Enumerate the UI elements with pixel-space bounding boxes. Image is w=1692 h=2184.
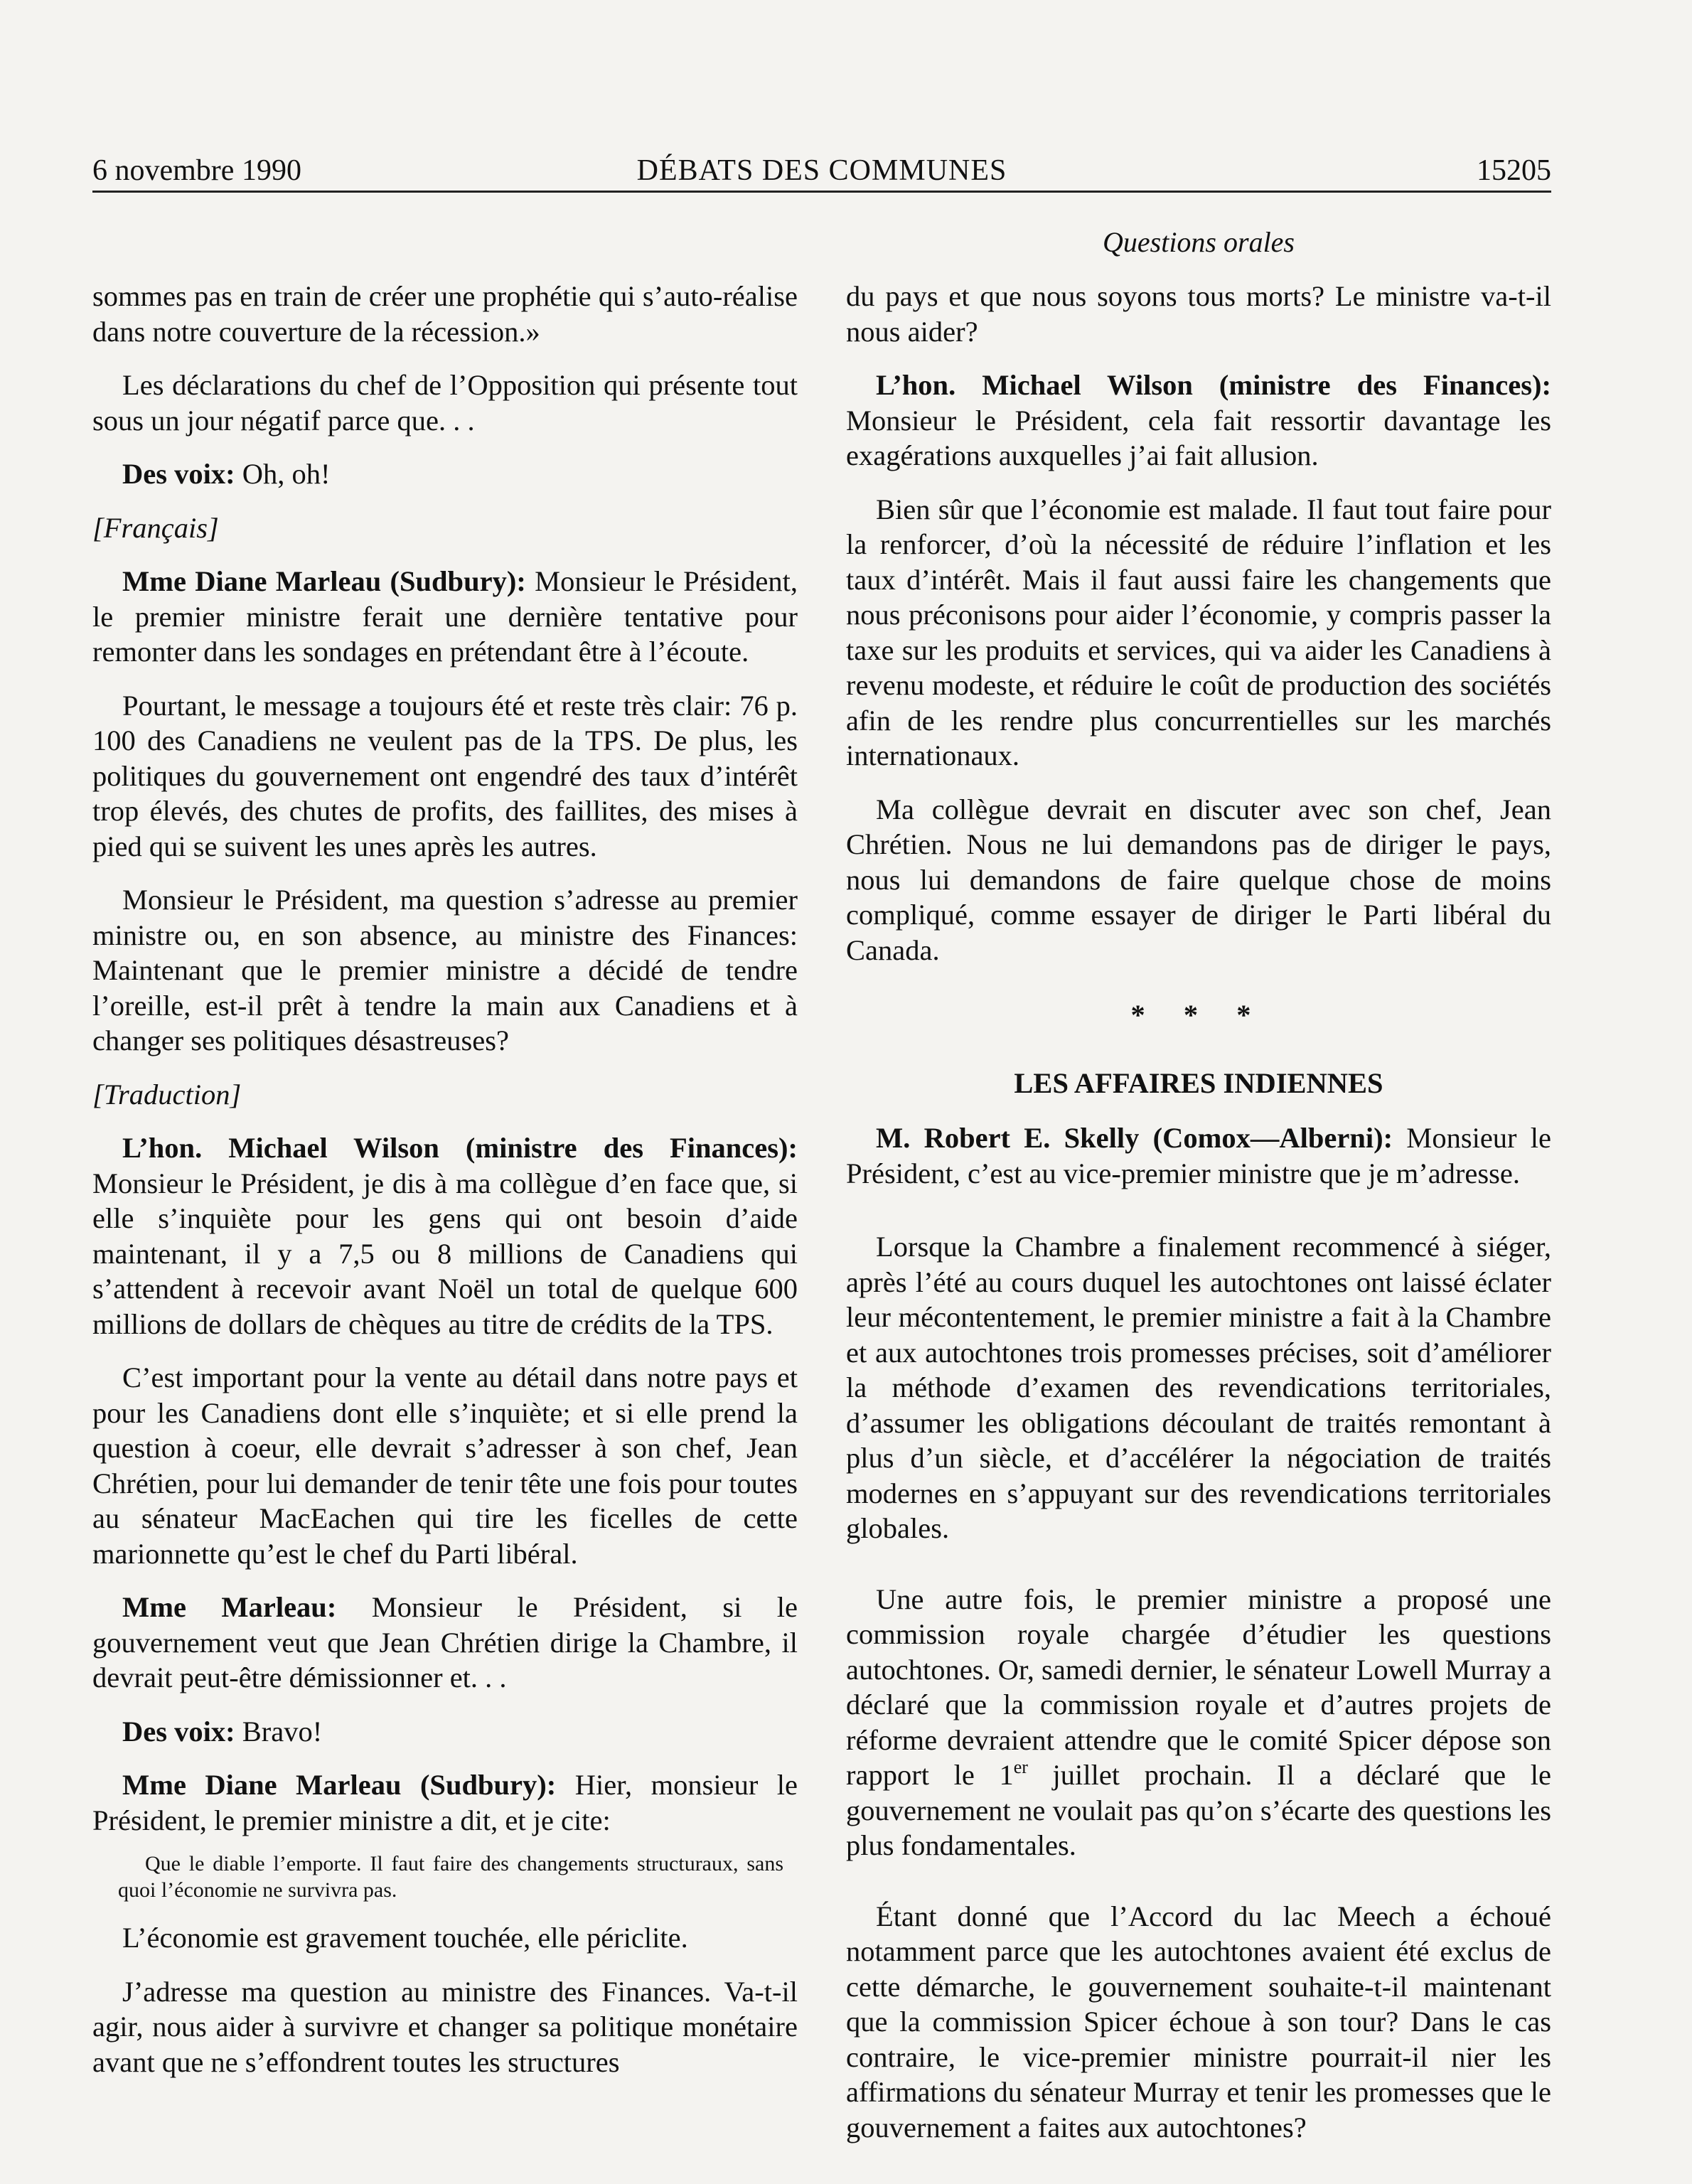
header-title: DÉBATS DES COMMUNES [636, 154, 1007, 187]
speech-text: Monsieur le Président, le premier ministre ferait une dernière tentative pour remonter dans les sondages en prétendant être à l’écoute. [92, 565, 798, 668]
paragraph [92, 1767, 798, 1838]
speaker-name: Des voix: [122, 1715, 235, 1747]
page-header [92, 151, 1551, 193]
paragraph: Lorsque la Chambre a finalement recommencé à siéger, après l’été au cours duquel les autochtones ont laissé éclater leur mécontentement, le premier ministre a fait à la Chambre et aux autochtones trois promesses précises, soit d’améliorer la méthode d’examen des revendications territoriales, d’assumer les obligations découlant de traités remontant à plus d’un siècle, et d’accélérer la négociation de traités modernes en s’appuyant sur des revendications territoriales globales. [846, 1231, 1551, 1544]
paragraph: sommes pas en train de créer une prophétie qui s’auto-réalise dans notre couverture de la récession.» [92, 280, 798, 348]
speaker-name: Mme Marleau: [122, 1591, 337, 1623]
paragraph [92, 1590, 798, 1696]
header-date: 6 novembre 1990 [92, 154, 301, 187]
speech-text: Hier, monsieur le Président, le premier ministre a dit, et je cite: [92, 1769, 798, 1836]
paragraph [92, 1130, 798, 1342]
speech-text: Monsieur le Président, je dis à ma collègue d’en face que, si elle s’inquiète pour les gens qui ont besoin d’aide maintenant, il y a 7,5 ou 8 millions de Canadiens qui s’attendent à recevoir avant Noël un total de quelque 600 millions de dollars de chèques au titre de crédits de la TPS. [92, 1167, 798, 1340]
speech-text: Bravo! [235, 1715, 323, 1747]
paragraph [92, 564, 798, 670]
paragraph [846, 1120, 1551, 1191]
section-separator: * * * [1130, 999, 1267, 1031]
paragraph: Bien sûr que l’économie est malade. Il faut tout faire pour la renforcer, d’où la nécessité de réduire l’inflation et les taux d’intérêt. Mais il faut aussi faire les changements que nous préconisons pour aider l’économie, y compris passer la taxe sur les produits et services, qui va aider les Canadiens à revenu modeste, et réduire le coût de production des sociétés afin de les rendre plus concurrentielles sur les marchés internationaux. [846, 493, 1551, 771]
paragraph: Pourtant, le message a toujours été et reste très clair: 76 p. 100 des Canadiens ne veulent pas de la TPS. De plus, les politiques du gouvernement ont engendré des taux d’intérêt trop élevés, des chutes de profits, des faillites, des mises à pied qui se suivent les unes après les autres. [92, 689, 798, 862]
paragraph: Monsieur le Président, ma question s’adresse au premier ministre ou, en son absence, au ministre des Finances: Maintenant que le premier ministre a décidé de tendre l’oreille, est-il prêt à tendre la main aux Canadiens et à changer ses politiques désastreuses? [92, 884, 798, 1056]
paragraph: Étant donné que l’Accord du lac Meech a échoué notamment parce que les autochtones avaient été exclus de cette démarche, le gouvernement souhaite-t-il maintenant que la commission Spicer échoue à son tour? Dans le cas contraire, le vice-premier ministre pourrait-il nier les affirmations du sénateur Murray et tenir les promesses que le gouvernement a faites aux autochtones? [846, 1900, 1551, 2143]
page-number: 15205 [1477, 154, 1551, 187]
paragraph: du pays et que nous soyons tous morts? Le ministre va-t-il nous aider? [846, 280, 1551, 348]
speech-text: Monsieur le Président, si le gouvernement veut que Jean Chrétien dirige la Chambre, il devrait peut-être démissionner et. . . [92, 1591, 798, 1693]
speaker-name: Mme Diane Marleau (Sudbury): [122, 1769, 557, 1801]
paragraph: Les déclarations du chef de l’Opposition qui présente tout sous un jour négatif parce que. . . [92, 369, 798, 437]
speaker-name: Des voix: [122, 458, 235, 490]
left-column [92, 279, 798, 2098]
section-heading: LES AFFAIRES INDIENNES [1014, 1066, 1383, 1099]
paragraph [92, 456, 798, 492]
section-title: Questions orales [1103, 226, 1295, 258]
speech-text: Monsieur le Président, c’est au vice-premier ministre que je m’adresse. [846, 1122, 1551, 1189]
superscript: er [1013, 1756, 1028, 1777]
speech-text: Oh, oh! [235, 458, 331, 490]
right-column [846, 279, 1551, 2163]
speech-text: Une autre fois, le premier ministre a proposé une commission royale chargée d’étudier les questions autochtones. Or, samedi dernier, le sénateur Lowell Murray a déclaré que la commission royale et d’autres projets de réforme devraient attendre que le comité Spicer dépose son rapport le 1 [846, 1583, 1552, 1791]
paragraph [92, 1714, 798, 1750]
speech-text: juillet prochain. Il a déclaré que le gouvernement ne voulait pas qu’on s’écarte des questions les plus fondamentales. [846, 1759, 1551, 1861]
paragraph [846, 1582, 1551, 1863]
paragraph: J’adresse ma question au ministre des Finances. Va-t-il agir, nous aider à survivre et changer sa politique monétaire avant que ne s’effondrent toutes les structures [92, 1975, 798, 2078]
paragraph: Ma collègue devrait en discuter avec son chef, Jean Chrétien. Nous ne lui demandons pas de diriger le pays, nous lui demandons de faire quelque chose de moins compliqué, comme essayer de diriger le Parti libéral du Canada. [846, 793, 1551, 966]
paragraph: L’économie est gravement touchée, elle périclite. [122, 1922, 688, 1954]
block-quote: Que le diable l’emporte. Il faut faire des changements structuraux, sans quoi l’économie ne survivra pas. [118, 1852, 783, 1902]
language-marker: [Français] [92, 511, 219, 544]
paragraph [846, 368, 1551, 473]
paragraph: C’est important pour la vente au détail dans notre pays et pour les Canadiens dont elle s’inquiète; et si elle prend la question à coeur, elle devrait s’adresser à son chef, Jean Chrétien, pour lui demander de tenir tête une fois pour toutes au sénateur MacEachen qui tire les ficelles de cette marionnette qu’est le chef du Parti libéral. [92, 1361, 798, 1570]
language-marker: [Traduction] [92, 1078, 242, 1110]
speaker-name: M. Robert E. Skelly (Comox—Alberni): [876, 1122, 1393, 1154]
speaker-name: L’hon. Michael Wilson (ministre des Finances): [876, 369, 1551, 401]
speaker-name: Mme Diane Marleau (Sudbury): [122, 565, 526, 597]
speaker-name: L’hon. Michael Wilson (ministre des Finances): [122, 1132, 798, 1164]
speech-text: Monsieur le Président, cela fait ressortir davantage les exagérations auxquelles j’ai fait allusion. [846, 404, 1551, 471]
